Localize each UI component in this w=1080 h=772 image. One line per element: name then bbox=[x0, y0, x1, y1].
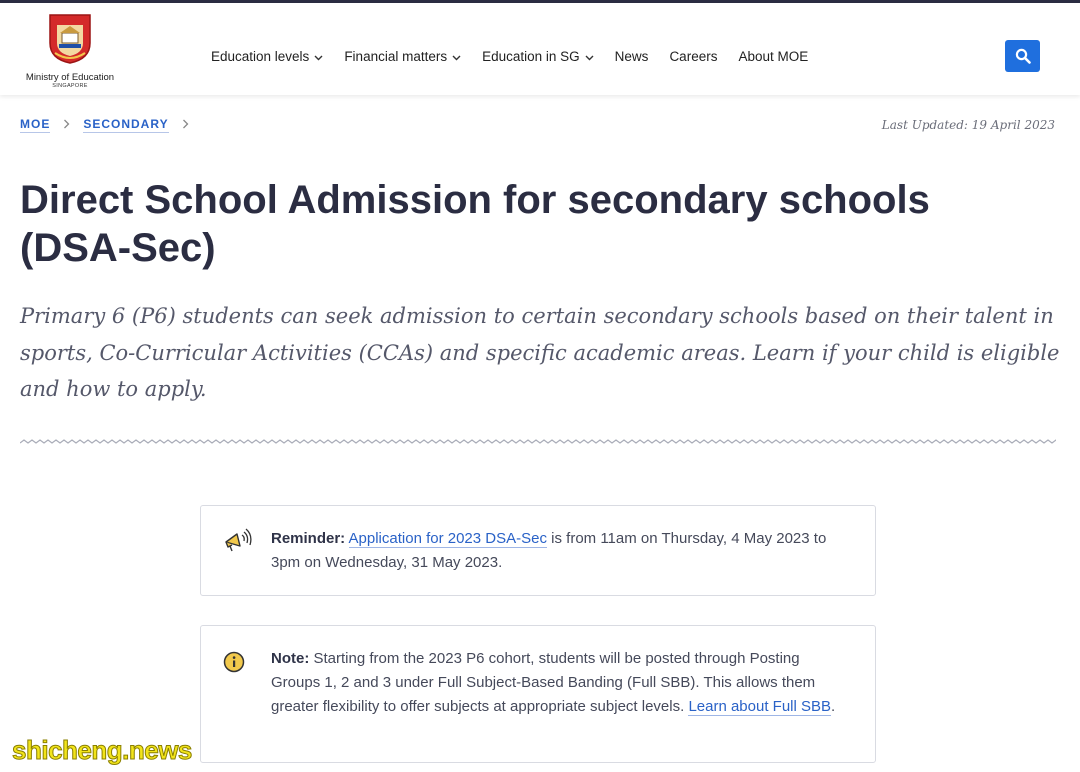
nav-label: Financial matters bbox=[344, 49, 448, 64]
note-body: Starting from the 2023 P6 cohort, students will be posted through Posting Groups 1, 2 and 3 under Full Subject-Based Banding (Full SBB). This allows them greater flexibility to offer subjects at appropriate subject levels. bbox=[271, 650, 816, 715]
chevron-right-icon bbox=[182, 118, 189, 132]
reminder-text bbox=[271, 527, 851, 575]
last-updated: Last Updated: 19 April 2023 bbox=[881, 118, 1055, 132]
nav-about-moe[interactable] bbox=[738, 49, 808, 64]
chevron-down-icon bbox=[314, 49, 323, 64]
megaphone-icon bbox=[223, 527, 253, 561]
nav-label: News bbox=[614, 49, 649, 64]
chevron-right-icon bbox=[63, 118, 70, 132]
nav-financial-matters[interactable] bbox=[344, 49, 461, 64]
info-icon bbox=[223, 651, 245, 681]
chevron-down-icon bbox=[585, 49, 594, 64]
note-after: . bbox=[831, 698, 836, 715]
reminder-label: Reminder: bbox=[271, 530, 346, 547]
chevron-down-icon bbox=[452, 49, 461, 64]
watermark: shicheng.news bbox=[12, 735, 192, 765]
moe-crest-icon bbox=[47, 13, 93, 65]
logo-subtext: SINGAPORE bbox=[52, 83, 88, 89]
nav-education-levels[interactable] bbox=[211, 49, 323, 64]
reminder-callout bbox=[200, 505, 876, 596]
wavy-divider bbox=[20, 438, 1056, 448]
note-text bbox=[271, 647, 851, 719]
note-label: Note: bbox=[271, 650, 310, 667]
logo-text: Ministry of Education bbox=[25, 72, 115, 83]
breadcrumb bbox=[20, 117, 202, 133]
page-lead: Primary 6 (P6) students can seek admission to certain secondary schools based on their talent in sports, Co-Curricular Activities (CCAs) and specific academic areas. Learn if your child is eligible and how to apply. bbox=[20, 304, 1060, 401]
page-title: Direct School Admission for secondary schools (DSA-Sec) bbox=[20, 178, 930, 270]
nav-careers[interactable] bbox=[669, 49, 717, 64]
nav-label: About MOE bbox=[738, 49, 809, 64]
search-button[interactable] bbox=[1005, 40, 1040, 72]
site-header bbox=[0, 3, 1080, 95]
nav-label: Careers bbox=[669, 49, 718, 64]
nav-news[interactable] bbox=[615, 49, 649, 64]
breadcrumb-moe[interactable]: MOE bbox=[20, 117, 51, 131]
main-nav bbox=[211, 49, 829, 64]
moe-logo[interactable] bbox=[20, 11, 120, 89]
reminder-body: is from 11am on Thursday, 4 May 2023 to 3pm on Wednesday, 31 May 2023. bbox=[271, 530, 827, 571]
dsa-application-link[interactable]: Application for 2023 DSA-Sec bbox=[348, 530, 547, 547]
full-sbb-link[interactable]: Learn about Full SBB bbox=[688, 698, 832, 715]
nav-label: Education levels bbox=[211, 49, 310, 64]
nav-label: Education in SG bbox=[482, 49, 580, 64]
search-icon bbox=[1015, 48, 1031, 64]
note-callout bbox=[200, 625, 876, 763]
breadcrumb-secondary[interactable]: SECONDARY bbox=[83, 117, 169, 131]
nav-education-in-sg[interactable] bbox=[482, 49, 594, 64]
